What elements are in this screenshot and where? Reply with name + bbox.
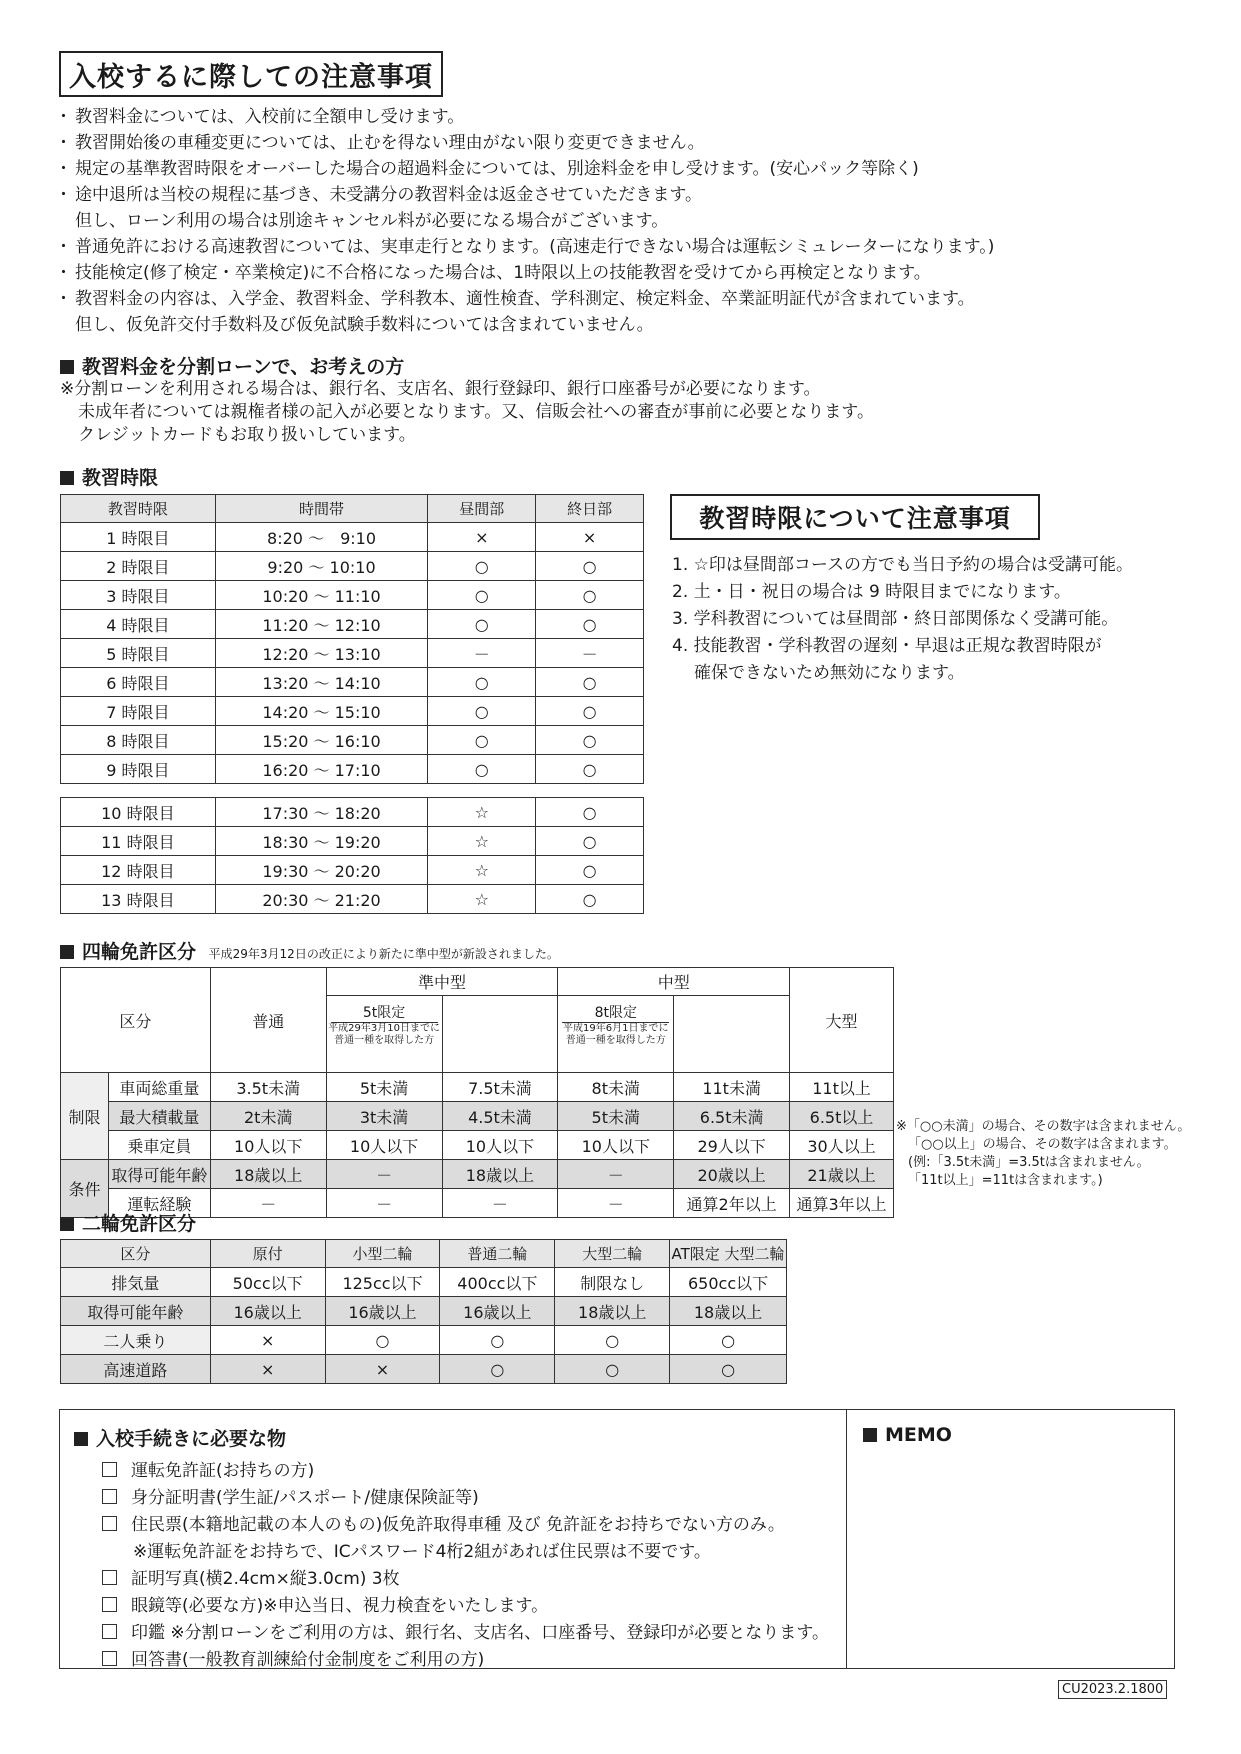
checkbox-icon[interactable] <box>102 1516 117 1531</box>
table-row <box>61 827 644 856</box>
required-item: 住民票(本籍地記載の本人のもの)仮免許取得車種 及び 免許証をお持ちでない方のみ。 <box>102 1512 829 1539</box>
row-label: 7 時限目 <box>61 697 216 726</box>
required-item: 運転免許証(お持ちの方) <box>102 1458 829 1485</box>
table-cell: ○ <box>428 755 536 784</box>
row-label: 取得可能年齢 <box>61 1297 211 1326</box>
table-cell: 17:30 ～ 18:20 <box>215 798 428 827</box>
table-cell: 10人以下 <box>442 1131 558 1160</box>
table-cell: ○ <box>536 856 644 885</box>
table-row <box>61 1160 894 1189</box>
checkbox-icon[interactable] <box>102 1489 117 1504</box>
group-seigen: 制限 <box>61 1073 109 1160</box>
row-label: 最大積載量 <box>108 1102 210 1131</box>
square-bullet-icon <box>74 1432 88 1446</box>
table-cell: 16歳以上 <box>210 1297 325 1326</box>
table-cell: 10人以下 <box>210 1131 326 1160</box>
table-cell: ○ <box>536 755 644 784</box>
table-cell: 8:20 ～ 9:10 <box>215 523 428 552</box>
row-label: 二人乗り <box>61 1326 211 1355</box>
table-cell: 3.5t未満 <box>210 1073 326 1102</box>
header-kubun: 区分 <box>61 968 211 1073</box>
side-note-line: 「11t以上」=11tは含まれます。) <box>908 1173 1103 1188</box>
required-heading: 入校手続きに必要な物 <box>74 1424 286 1451</box>
row-label: 10 時限目 <box>61 798 216 827</box>
table-cell: 30人以上 <box>790 1131 894 1160</box>
notice-bullets <box>57 104 1177 338</box>
table-cell: ○ <box>536 726 644 755</box>
table-cell: 20歳以上 <box>674 1160 790 1189</box>
table-row <box>61 1297 787 1326</box>
row-label: 13 時限目 <box>61 885 216 914</box>
header-chu: 中型 <box>558 968 790 996</box>
row-label: 5 時限目 <box>61 639 216 668</box>
table-cell: 10人以下 <box>558 1131 674 1160</box>
row-label: 乗車定員 <box>108 1131 210 1160</box>
table-row <box>61 697 644 726</box>
table-row <box>61 552 644 581</box>
bullet-item: ・ 技能検定(修了検定・卒業検定)に不合格になった場合は、1時限以上の技能教習を受けてから再検定となります。 <box>57 260 1177 286</box>
row-label: 高速道路 <box>61 1355 211 1384</box>
two-heading: 二輪免許区分 <box>60 1209 196 1236</box>
table-cell: ☆ <box>428 827 536 856</box>
table-cell: 9:20 ～ 10:10 <box>215 552 428 581</box>
table-cell: 125cc以下 <box>325 1268 440 1297</box>
table-cell: 16歳以上 <box>440 1297 555 1326</box>
checkbox-icon[interactable] <box>102 1462 117 1477</box>
four-table <box>60 967 894 1218</box>
table-cell: 12:20 ～ 13:10 <box>215 639 428 668</box>
row-label: 9 時限目 <box>61 755 216 784</box>
col-header: 昼間部 <box>428 495 536 523</box>
notice-item: 4. 技能教習・学科教習の遅刻・早退は正規な教習時限が <box>672 636 1102 656</box>
side-note-line: ※「○○未満」の場合、その数字は含まれません。 <box>896 1119 1191 1134</box>
table-cell: ○ <box>555 1326 670 1355</box>
memo-heading: MEMO <box>863 1424 952 1446</box>
table-cell: 11:20 ～ 12:10 <box>215 610 428 639</box>
table-cell: 制限なし <box>555 1268 670 1297</box>
table-cell: 650cc以下 <box>670 1268 787 1297</box>
table-row <box>61 1102 894 1131</box>
table-cell: － <box>326 1189 442 1218</box>
col-header: AT限定 大型二輪 <box>670 1240 787 1268</box>
table-row <box>61 885 644 914</box>
table-cell: 2t未満 <box>210 1102 326 1131</box>
notice-item: 2. 土・日・祝日の場合は 9 時限目までになります。 <box>672 582 1071 602</box>
table-cell: 18歳以上 <box>442 1160 558 1189</box>
row-label: 取得可能年齢 <box>108 1160 210 1189</box>
chu-8t-note: 普通一種を取得した方 <box>565 1035 666 1046</box>
table-cell: 16:20 ～ 17:10 <box>215 755 428 784</box>
table-row <box>61 523 644 552</box>
junchu-5t-title: 5t限定 <box>331 1002 438 1023</box>
table-row <box>61 1355 787 1384</box>
row-label: 車両総重量 <box>108 1073 210 1102</box>
required-list <box>102 1458 829 1674</box>
schedule-heading: 教習時限 <box>60 463 158 490</box>
table-cell: ○ <box>536 581 644 610</box>
table-cell: 7.5t未満 <box>442 1073 558 1102</box>
table-row <box>61 1131 894 1160</box>
col-header: 教習時限 <box>61 495 216 523</box>
table-cell: ○ <box>428 610 536 639</box>
chu-8t-cell <box>558 996 674 1073</box>
table-cell: ○ <box>428 668 536 697</box>
table-cell: ○ <box>536 827 644 856</box>
bullet-item: ・ 普通免許における高速教習については、実車走行となります。(高速走行できない場合は運転シミュレーターになります。) <box>57 234 1177 260</box>
table-cell: ☆ <box>428 798 536 827</box>
table-cell: 21歳以上 <box>790 1160 894 1189</box>
table-cell: 通算3年以上 <box>790 1189 894 1218</box>
junchu-5t-cell <box>326 996 442 1073</box>
square-bullet-icon <box>863 1428 877 1442</box>
table-cell: 6.5t以上 <box>790 1102 894 1131</box>
checkbox-icon[interactable] <box>102 1651 117 1666</box>
table-cell: 18歳以上 <box>210 1160 326 1189</box>
table-cell: 5t未満 <box>326 1073 442 1102</box>
required-subnote: ※運転免許証をお持ちで、ICパスワード4桁2組があれば住民票は不要です。 <box>133 1542 711 1562</box>
table-cell: 5t未満 <box>558 1102 674 1131</box>
table-cell: 400cc以下 <box>440 1268 555 1297</box>
table-row <box>61 639 644 668</box>
header-junchu: 準中型 <box>326 968 558 996</box>
loan-text <box>60 378 874 447</box>
junchu-blank-cell <box>442 996 558 1073</box>
table-cell: － <box>428 639 536 668</box>
row-label: 2 時限目 <box>61 552 216 581</box>
checkbox-icon[interactable] <box>102 1624 117 1639</box>
table-cell: ○ <box>428 581 536 610</box>
table-cell: 29人以下 <box>674 1131 790 1160</box>
table-cell: ○ <box>536 798 644 827</box>
table-cell: 11t未満 <box>674 1073 790 1102</box>
side-note-line: (例:「3.5t未満」=3.5tは含まれません。 <box>908 1155 1150 1170</box>
required-item: 印鑑 ※分割ローンをご利用の方は、銀行名、支店名、口座番号、登録印が必要となります。 <box>102 1620 829 1647</box>
main-title-box <box>59 51 443 97</box>
notice-item: 3. 学科教習については昼間部・終日部関係なく受講可能。 <box>672 609 1119 629</box>
checkbox-icon[interactable] <box>102 1570 117 1585</box>
table-cell: 18歳以上 <box>555 1297 670 1326</box>
table-cell: 20:30 ～ 21:20 <box>215 885 428 914</box>
table-cell: ○ <box>670 1355 787 1384</box>
table-cell: － <box>210 1189 326 1218</box>
chu-8t-title: 8t限定 <box>562 1002 669 1023</box>
table-cell: ○ <box>536 885 644 914</box>
table-cell: ○ <box>440 1326 555 1355</box>
junchu-5t-note: 平成29年3月10日までに <box>328 1023 440 1034</box>
row-label: 6 時限目 <box>61 668 216 697</box>
row-label: 3 時限目 <box>61 581 216 610</box>
header-ogata: 大型 <box>790 968 894 1073</box>
required-item: 眼鏡等(必要な方)※申込当日、視力検査をいたします。 <box>102 1593 829 1620</box>
table-cell: － <box>536 639 644 668</box>
table-cell: ○ <box>536 552 644 581</box>
table-cell: ○ <box>555 1355 670 1384</box>
side-note-line: 「○○以上」の場合、その数字は含まれます。 <box>908 1137 1177 1152</box>
required-item: 証明写真(横2.4cm×縦3.0cm) 3枚 <box>102 1566 829 1593</box>
table-cell: 13:20 ～ 14:10 <box>215 668 428 697</box>
table-cell: 4.5t未満 <box>442 1102 558 1131</box>
table-cell: － <box>558 1189 674 1218</box>
col-header: 時間帯 <box>215 495 428 523</box>
table-cell: × <box>325 1355 440 1384</box>
table-cell: ○ <box>536 668 644 697</box>
table-cell: 15:20 ～ 16:10 <box>215 726 428 755</box>
four-heading: 四輪免許区分 平成29年3月12日の改正により新たに準中型が新設されました。 <box>60 937 559 964</box>
table-row <box>61 581 644 610</box>
table-cell: ☆ <box>428 856 536 885</box>
table-cell: 50cc以下 <box>210 1268 325 1297</box>
col-header: 大型二輪 <box>555 1240 670 1268</box>
table-row <box>61 726 644 755</box>
loan-heading: 教習料金を分割ローンで、お考えの方 <box>60 352 404 379</box>
schedule-table-b <box>60 797 644 914</box>
table-cell: × <box>536 523 644 552</box>
header-futsu: 普通 <box>210 968 326 1073</box>
table-cell: ○ <box>536 697 644 726</box>
loan-line: ※分割ローンを利用される場合は、銀行名、支店名、銀行登録印、銀行口座番号が必要になります。 <box>60 379 821 399</box>
table-cell: 16歳以上 <box>325 1297 440 1326</box>
square-bullet-icon <box>60 360 74 374</box>
four-side-note <box>896 1118 1190 1190</box>
bullet-continuation: 但し、仮免許交付手数料及び仮免試験手数料については含まれていません。 <box>75 315 654 335</box>
table-cell: ○ <box>428 697 536 726</box>
table-cell: 19:30 ～ 20:20 <box>215 856 428 885</box>
table-cell: ○ <box>536 610 644 639</box>
bullet-item: ・ 教習料金の内容は、入学金、教習料金、学科教本、適性検査、学科測定、検定料金、卒業証明証代が含まれています。 <box>57 286 1177 312</box>
table-cell: × <box>428 523 536 552</box>
table-row <box>61 668 644 697</box>
table-cell: × <box>210 1326 325 1355</box>
table-cell: ○ <box>670 1326 787 1355</box>
table-cell: ○ <box>428 726 536 755</box>
table-cell: 18:30 ～ 19:20 <box>215 827 428 856</box>
col-header: 普通二輪 <box>440 1240 555 1268</box>
row-label: 4 時限目 <box>61 610 216 639</box>
notice-title-box <box>670 494 1040 540</box>
loan-line: 未成年者については親権者様の記入が必要となります。又、信販会社への審査が事前に必要となります。 <box>78 402 874 422</box>
square-bullet-icon <box>60 1217 74 1231</box>
table-cell: 14:20 ～ 15:10 <box>215 697 428 726</box>
table-cell: ○ <box>440 1355 555 1384</box>
bullet-item: ・ 途中退所は当校の規程に基づき、未受講分の教習料金は返金させていただきます。 <box>57 182 1177 208</box>
schedule-table-a <box>60 494 644 784</box>
bullet-item: ・ 規定の基準教習時限をオーバーした場合の超過料金については、別途料金を申し受けます。(安心パック等除く) <box>57 156 1177 182</box>
document-code: CU2023.2.1800 <box>1058 1680 1167 1699</box>
required-item: 回答書(一般教育訓練給付金制度をご利用の方) <box>102 1647 829 1674</box>
table-cell: ○ <box>428 552 536 581</box>
memo-divider <box>846 1410 847 1668</box>
table-row <box>61 755 644 784</box>
table-row <box>61 856 644 885</box>
table-cell: － <box>558 1160 674 1189</box>
group-joken: 条件 <box>61 1160 109 1218</box>
col-header: 原付 <box>210 1240 325 1268</box>
table-row <box>61 1326 787 1355</box>
notice-item: 確保できないため無効になります。 <box>694 663 965 683</box>
chu-blank-cell <box>674 996 790 1073</box>
table-cell: 6.5t未満 <box>674 1102 790 1131</box>
row-label: 運転経験 <box>108 1189 210 1218</box>
chu-8t-note: 平成19年6月1日までに <box>563 1023 669 1034</box>
table-cell: 18歳以上 <box>670 1297 787 1326</box>
notice-item: 1. ☆印は昼間部コースの方でも当日予約の場合は受講可能。 <box>672 555 1134 575</box>
table-cell: － <box>326 1160 442 1189</box>
table-row <box>61 798 644 827</box>
four-subnote: 平成29年3月12日の改正により新たに準中型が新設されました。 <box>208 947 559 961</box>
row-label: 1 時限目 <box>61 523 216 552</box>
table-cell: 3t未満 <box>326 1102 442 1131</box>
table-row <box>61 610 644 639</box>
bullet-item: ・ 教習開始後の車種変更については、止むを得ない理由がない限り変更できません。 <box>57 130 1177 156</box>
row-label: 8 時限目 <box>61 726 216 755</box>
table-cell: 11t以上 <box>790 1073 894 1102</box>
main-title: 入校するに際しての注意事項 <box>69 61 433 93</box>
table-cell: × <box>210 1355 325 1384</box>
bullet-item: ・ 教習料金については、入校前に全額申し受けます。 <box>57 104 1177 130</box>
row-label: 排気量 <box>61 1268 211 1297</box>
table-row <box>61 1073 894 1102</box>
table-cell: － <box>442 1189 558 1218</box>
required-box <box>59 1409 1175 1669</box>
table-cell: 10:20 ～ 11:10 <box>215 581 428 610</box>
junchu-5t-note: 普通一種を取得した方 <box>334 1035 435 1046</box>
table-cell: ○ <box>325 1326 440 1355</box>
row-label: 12 時限目 <box>61 856 216 885</box>
table-cell: 10人以下 <box>326 1131 442 1160</box>
required-item: 身分証明書(学生証/パスポート/健康保険証等) <box>102 1485 829 1512</box>
checkbox-icon[interactable] <box>102 1597 117 1612</box>
square-bullet-icon <box>60 945 74 959</box>
notice-list <box>672 552 1133 687</box>
table-cell: ☆ <box>428 885 536 914</box>
square-bullet-icon <box>60 471 74 485</box>
notice-title: 教習時限について注意事項 <box>699 504 1011 533</box>
table-cell: 通算2年以上 <box>674 1189 790 1218</box>
two-table <box>60 1239 787 1384</box>
bullet-continuation: 但し、ローン利用の場合は別途キャンセル料が必要になる場合がございます。 <box>75 211 669 231</box>
row-label: 11 時限目 <box>61 827 216 856</box>
table-row <box>61 1268 787 1297</box>
col-header: 区分 <box>61 1240 211 1268</box>
header-row <box>61 1240 787 1268</box>
table-cell: 8t未満 <box>558 1073 674 1102</box>
col-header: 終日部 <box>536 495 644 523</box>
col-header: 小型二輪 <box>325 1240 440 1268</box>
loan-line: クレジットカードもお取り扱いしています。 <box>78 425 416 445</box>
